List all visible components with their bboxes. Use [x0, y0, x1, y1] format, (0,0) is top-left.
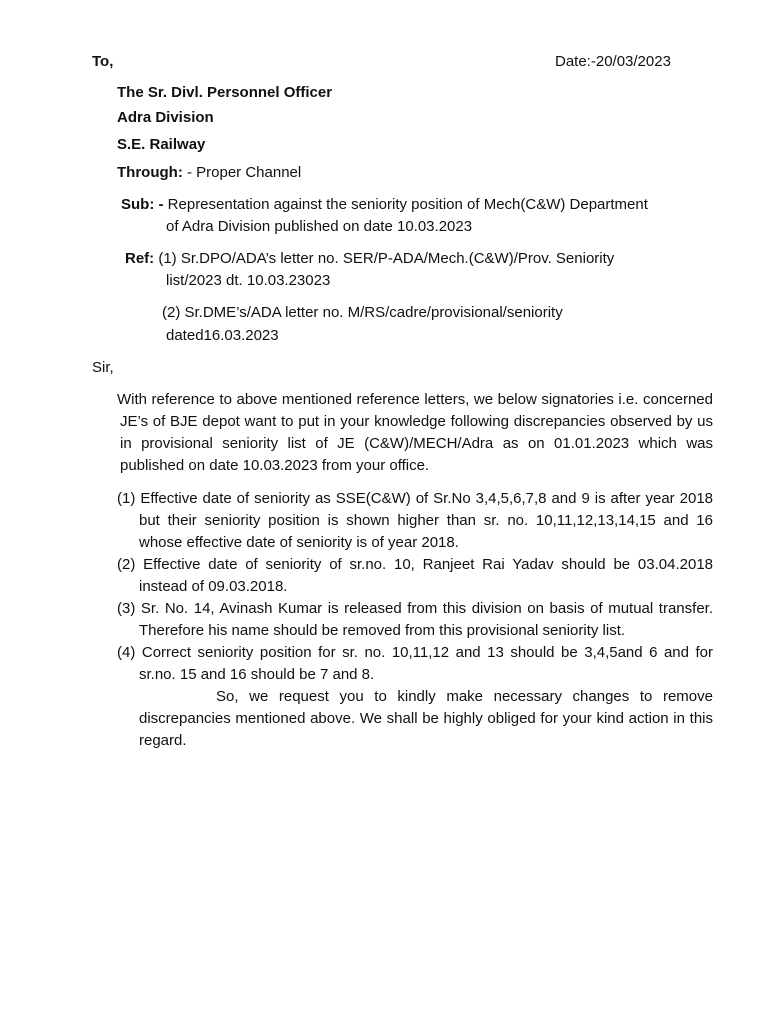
point-number: (1): [117, 490, 136, 507]
point-text: Sr. No. 14, Avinash Kumar is released from this division on basis of mutual transfer. Therefore his name should be removed from this provisional seniority list.: [139, 600, 713, 639]
point-text: Correct seniority position for sr. no. 10,11,12 and 13 should be 3,4,5and 6 and for sr.no. 15 and 16 should be 7 and 8.: [139, 644, 714, 683]
point-number: (3): [117, 600, 136, 617]
addressee-division: Adra Division: [117, 109, 214, 126]
ref2-line1: (2) Sr.DME’s/ADA letter no. M/RS/cadre/provisional/seniority: [162, 304, 563, 321]
point-number: (2): [117, 556, 136, 573]
body-intro: With reference to above mentioned reference letters, we below signatories i.e. concerned JE’s of BJE depot want to put in your knowledge following discrepancies observed by us in provisional seniority list of JE (C&W)/MECH/Adra as on 01.01.2023 which was published on date 10.03.2023 from your office.: [117, 391, 713, 474]
ref1-line2: list/2023 dt. 10.03.23023: [166, 272, 331, 289]
subject-line2: of Adra Division published on date 10.03.2023: [166, 218, 473, 235]
ref-label: Ref:: [125, 250, 155, 267]
point-item: [117, 488, 713, 554]
ref1-line1: [125, 248, 614, 270]
ref2-line2: dated16.03.2023: [166, 327, 279, 344]
point-number: (4): [117, 644, 136, 661]
to-label: To,: [92, 53, 114, 70]
point-item: [117, 642, 713, 686]
point-text: Effective date of seniority as SSE(C&W) of Sr.No 3,4,5,6,7,8 and 9 is after year 2018 but their seniority position is shown higher than sr. no. 10,11,12,13,14,15 and 16 whose effective date of seniority is of year 2018.: [139, 490, 714, 551]
salutation: Sir,: [92, 359, 114, 376]
through-value: - Proper Channel: [186, 164, 302, 181]
addressee-railway: S.E. Railway: [117, 136, 206, 153]
through-label: Through:: [117, 164, 183, 181]
ref1-text: (1) Sr.DPO/ADA’s letter no. SER/P-ADA/Mech.(C&W)/Prov. Seniority: [158, 250, 615, 267]
through-line: [117, 162, 301, 184]
subject-label: Sub: -: [121, 196, 164, 213]
addressee-title: The Sr. Divl. Personnel Officer: [117, 84, 333, 101]
point-item: [117, 554, 713, 598]
point-text: Effective date of seniority of sr.no. 10, Ranjeet Rai Yadav should be 03.04.2018 instead of 09.03.2018.: [139, 556, 714, 595]
letter-date: Date:-20/03/2023: [555, 53, 671, 70]
subject-line1: [121, 194, 648, 216]
subject-text: Representation against the seniority position of Mech(C&W) Department: [167, 196, 648, 213]
closing-paragraph: So, we request you to kindly make necessary changes to remove discrepancies mentioned above. We shall be highly obliged for your kind action in this regard.: [139, 688, 713, 749]
points-list: [117, 488, 713, 752]
point-item: [117, 598, 713, 642]
